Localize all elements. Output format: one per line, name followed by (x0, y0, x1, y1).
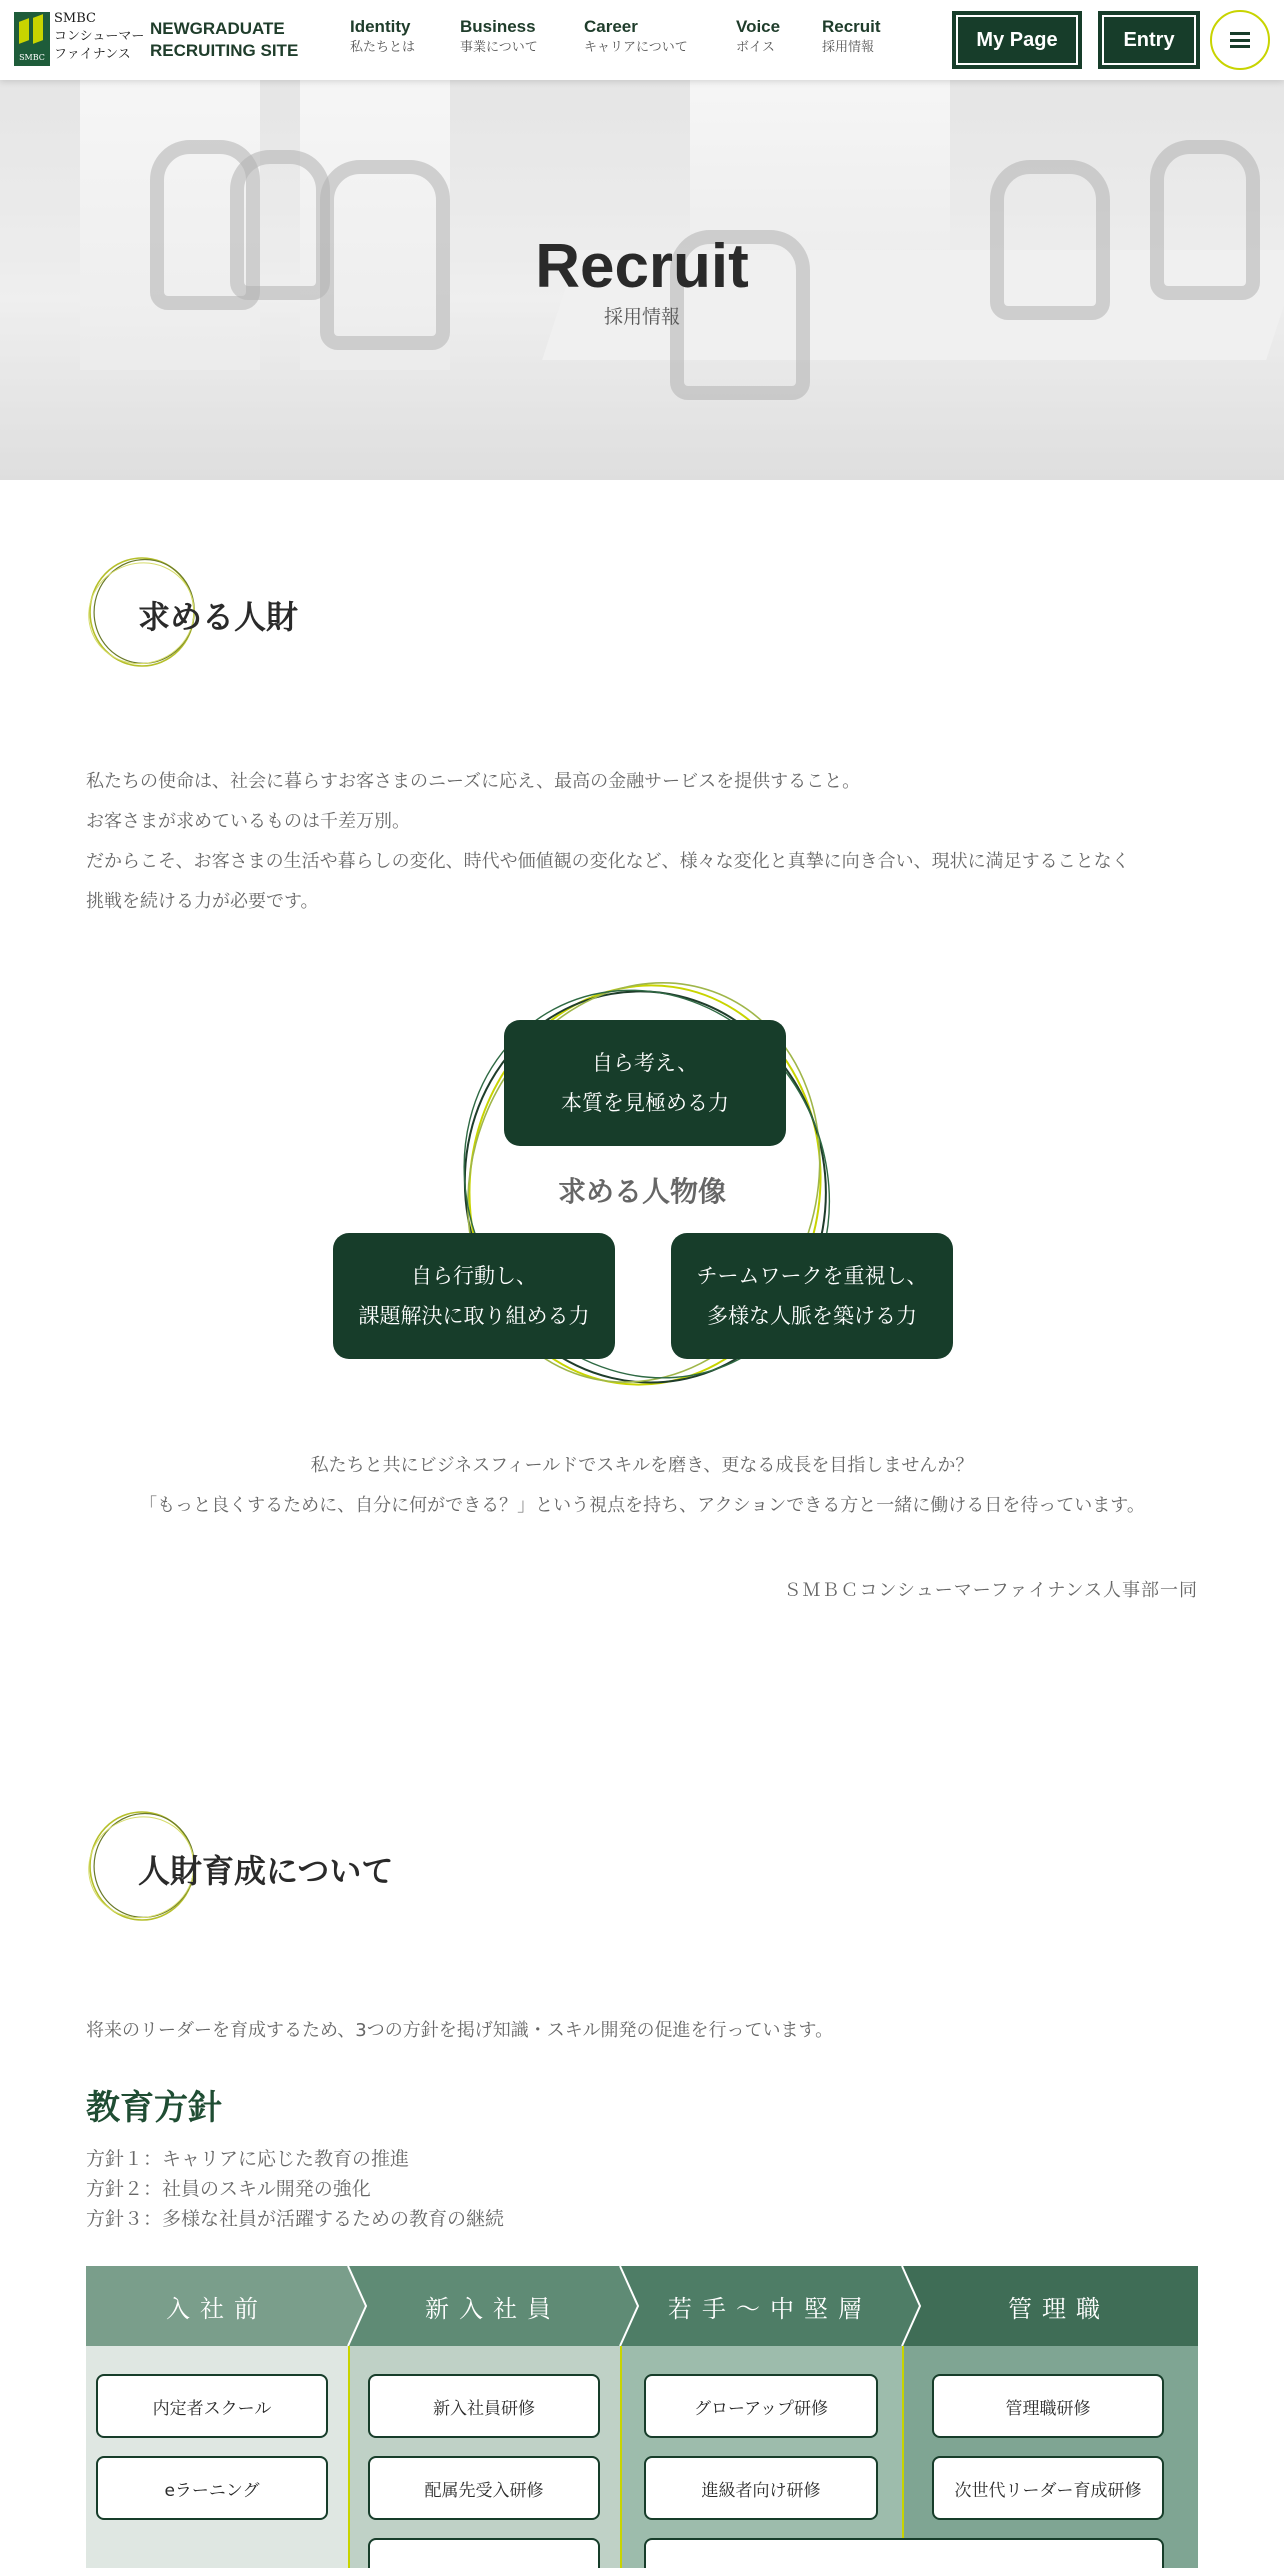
policy-title: 教育方針 (86, 2088, 222, 2128)
stage-pre-entry: 入社前 (166, 2294, 268, 2323)
stage-young-mid: 若手〜中堅層 (668, 2294, 872, 2323)
hero-subtitle: 採用情報 (603, 306, 680, 328)
nav-recruit[interactable]: Recruit 採用情報 (822, 17, 881, 54)
program-placement-training[interactable]: 配属先受入研修 (368, 2456, 600, 2520)
nav-business[interactable]: Business 事業について (460, 17, 538, 54)
policy-list (86, 2144, 504, 2234)
policy-item: 方針２：社員のスキル開発の強化 (86, 2178, 371, 2200)
site-name[interactable]: NEWGRADUATE RECRUITING SITE (150, 19, 299, 60)
closing-line-1: 私たちと共にビジネスフィールドでスキルを磨き、更なる成長を目指しませんか？ (310, 1455, 974, 1476)
program-elearning[interactable]: eラーニング (96, 2456, 328, 2520)
policy-item: 方針３：多様な社員が活躍するための教育の継続 (86, 2208, 505, 2230)
entry-button[interactable]: Entry (1098, 11, 1200, 69)
nav-voice[interactable]: Voice ボイス (736, 17, 781, 54)
program-naiteisha-school[interactable]: 内定者スクール (96, 2374, 328, 2438)
stage-new-employee: 新入社員 (425, 2294, 561, 2323)
company-logo-text[interactable]: SMBC コンシューマー ファイナンス (54, 11, 145, 62)
hamburger-menu-icon[interactable] (1210, 10, 1270, 70)
program-wide[interactable] (644, 2538, 1164, 2568)
program-next-leader-training[interactable]: 次世代リーダー育成研修 (932, 2456, 1164, 2520)
program-additional[interactable] (368, 2538, 600, 2568)
section-title: 人財育成について (138, 1852, 394, 1890)
trait-think: 自ら考え、 本質を見極める力 (504, 1020, 786, 1146)
program-new-hire-training[interactable]: 新入社員研修 (368, 2374, 600, 2438)
training-table (86, 2266, 1198, 2568)
program-manager-training[interactable]: 管理職研修 (932, 2374, 1164, 2438)
closing-line-2: 「もっと良くするために、自分に何ができる？」という視点を持ち、アクションできる方と一緒に働ける日を待っています。 (139, 1495, 1145, 1516)
intro-text: 私たちの使命は、社会に暮らすお客さまのニーズに応え、最高の金融サービスを提供すること。 お客さまが求めているものは千差万別。 だからこそ、お客さまの生活や暮らしの変化、時代や価値観の変化など、様々な変化と真摯に向き合い、現状に満足することなく 挑戦を続ける力が必要です。 (86, 771, 1130, 912)
diagram-center-label: 求める人物像 (557, 1175, 726, 1208)
signature: ＳＭＢＣコンシューマーファイナンス人事部一同 (783, 1580, 1198, 1601)
section-title: 求める人財 (138, 598, 299, 636)
hero-title: Recruit (535, 232, 749, 301)
trait-act: 自ら行動し、 課題解決に取り組める力 (333, 1233, 615, 1359)
program-growup-training[interactable]: グローアップ研修 (644, 2374, 878, 2438)
nav-career[interactable]: Career キャリアについて (584, 17, 688, 54)
hero-banner (0, 80, 1284, 480)
mypage-button[interactable]: My Page (952, 11, 1082, 69)
development-intro: 将来のリーダーを育成するため、3つの方針を掲げ知識・スキル開発の促進を行っています。 (86, 2020, 834, 2041)
site-header (0, 0, 1284, 80)
program-promotion-training[interactable]: 進級者向け研修 (644, 2456, 878, 2520)
stage-manager: 管理職 (1008, 2294, 1110, 2323)
trait-teamwork: チームワークを重視し、 多様な人脈を築ける力 (671, 1233, 953, 1359)
policy-item: 方針１：キャリアに応じた教育の推進 (86, 2148, 410, 2170)
nav-identity[interactable]: Identity 私たちとは (350, 17, 416, 54)
smbc-logo-icon[interactable]: SMBC (14, 12, 50, 66)
